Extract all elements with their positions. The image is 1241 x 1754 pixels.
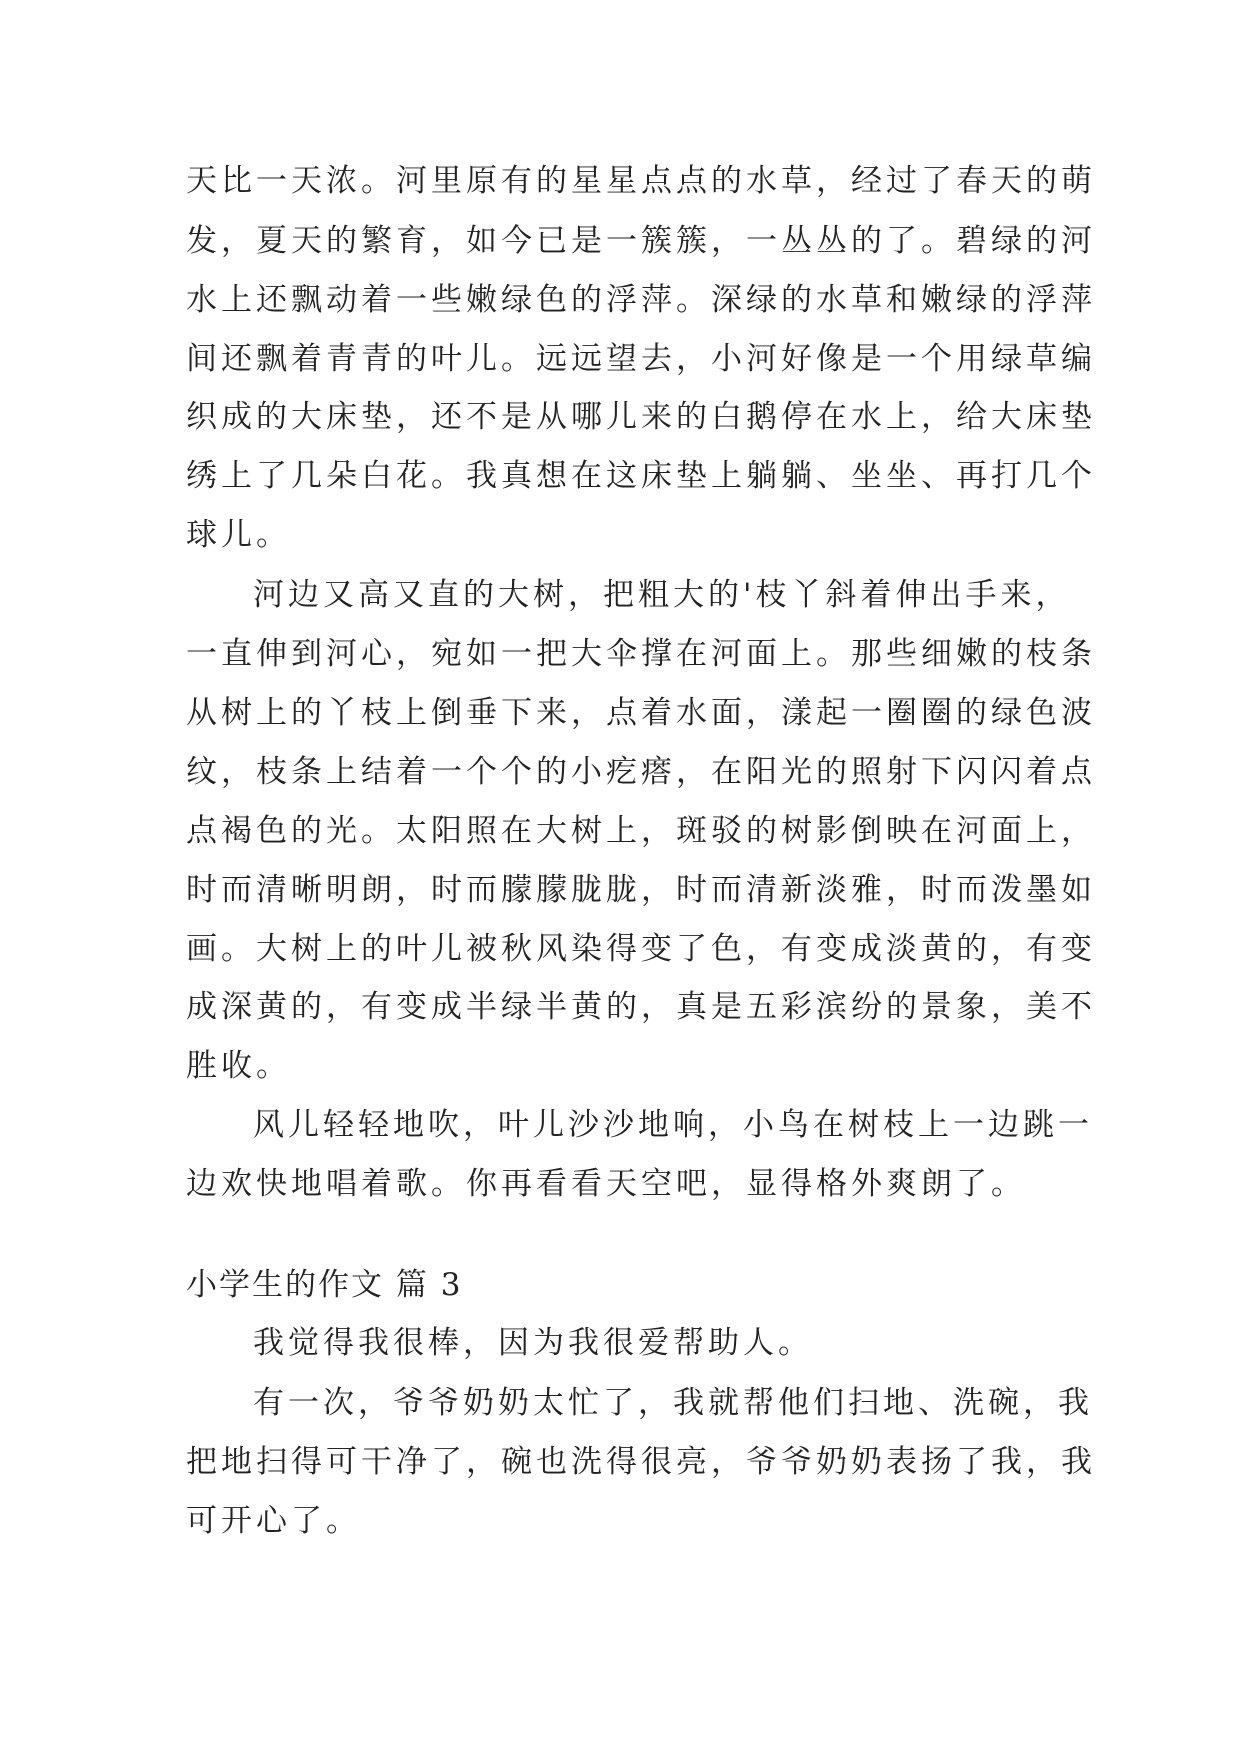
text-line: 发，夏天的繁育，如今已是一簇簇，一丛丛的了。碧绿的河 bbox=[186, 223, 1096, 259]
text-line: 一直伸到河心，宛如一把大伞撑在河面上。那些细嫩的枝条 bbox=[186, 636, 1096, 672]
text-line: 水上还飘动着一些嫩绿色的浮萍。深绿的水草和嫩绿的浮萍 bbox=[186, 282, 1096, 318]
text-line: 风儿轻轻地吹，叶儿沙沙地响，小鸟在树枝上一边跳一 bbox=[253, 1107, 1093, 1143]
text-line: 边欢快地唱着歌。你再看看天空吧，显得格外爽朗了。 bbox=[186, 1166, 1026, 1202]
text-line: 球儿。 bbox=[186, 517, 291, 553]
text-line: 间还飘着青青的叶儿。远远望去，小河好像是一个用绿草编 bbox=[186, 341, 1096, 377]
text-line: 天比一天浓。河里原有的星星点点的水草，经过了春天的萌 bbox=[186, 163, 1096, 199]
text-line: 画。大树上的叶儿被秋风染得变了色，有变成淡黄的，有变 bbox=[186, 931, 1096, 967]
text-line: 绣上了几朵白花。我真想在这床垫上躺躺、坐坐、再打几个 bbox=[186, 458, 1096, 494]
text-line: 时而清晰明朗，时而朦朦胧胧，时而清新淡雅，时而泼墨如 bbox=[186, 872, 1096, 908]
text-line: 我觉得我很棒，因为我很爱帮助人。 bbox=[253, 1325, 813, 1361]
text-line: 从树上的丫枝上倒垂下来，点着水面，漾起一圈圈的绿色波 bbox=[186, 695, 1096, 731]
text-line: 河边又高又直的大树，把粗大的'枝丫斜着伸出手来， bbox=[253, 577, 1071, 613]
text-line: 成深黄的，有变成半绿半黄的，真是五彩滨纷的景象，美不 bbox=[186, 989, 1096, 1025]
text-line: 纹，枝条上结着一个个的小疙瘩，在阳光的照射下闪闪着点 bbox=[186, 754, 1096, 790]
text-line: 把地扫得可干净了，碗也洗得很亮，爷爷奶奶表扬了我，我 bbox=[186, 1444, 1096, 1480]
text-line: 织成的大床垫，还不是从哪儿来的白鹅停在水上，给大床垫 bbox=[186, 399, 1096, 435]
text-line: 点褐色的光。太阳照在大树上，斑驳的树影倒映在河面上， bbox=[186, 813, 1096, 849]
text-line: 可开心了。 bbox=[186, 1503, 361, 1539]
text-line: 胜收。 bbox=[186, 1048, 291, 1084]
section-heading: 小学生的作文 篇 3 bbox=[186, 1267, 463, 1303]
text-line: 有一次，爷爷奶奶太忙了，我就帮他们扫地、洗碗，我 bbox=[253, 1385, 1093, 1421]
